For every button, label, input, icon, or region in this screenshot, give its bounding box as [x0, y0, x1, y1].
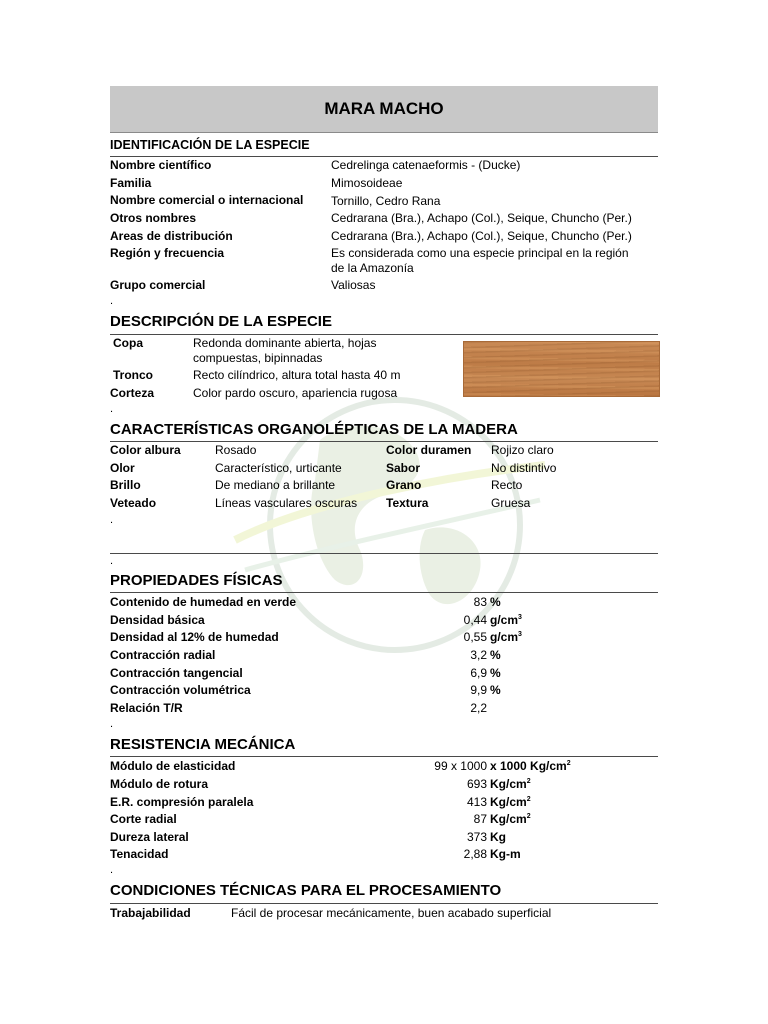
row-value: Cedrarana (Bra.), Achapo (Col.), Seique, Chuncho (Per.) [331, 211, 632, 225]
section-rule [110, 441, 658, 442]
row-unit: x 1000 Kg/cm [490, 759, 567, 773]
row-label: Grano [386, 478, 422, 492]
separator-dot: . [110, 864, 114, 876]
row-value: 2,2 [470, 701, 487, 715]
row-value: 3,2 [470, 648, 487, 662]
row-label: Nombre comercial o internacional [110, 193, 304, 207]
row-unit: % [490, 666, 501, 680]
row-label: Textura [386, 496, 429, 510]
row-label: Contracción volumétrica [110, 683, 251, 697]
unit-exponent: 2 [566, 760, 571, 767]
row-label: Olor [110, 461, 135, 475]
row-label: Región y frecuencia [110, 246, 225, 260]
section-heading-organolepticas: CARACTERÍSTICAS ORGANOLÉPTICAS DE LA MADERA [110, 421, 518, 438]
row-value: 413 [466, 795, 487, 809]
row-value: 0,44 [463, 613, 487, 627]
row-value-continued: compuestas, bipinnadas [193, 351, 323, 365]
row-label: Densidad al 12% de humedad [110, 630, 279, 644]
separator-dot: . [110, 718, 114, 730]
row-value: Rojizo claro [491, 443, 554, 457]
row-value: Recto cilíndrico, altura total hasta 40 m [193, 368, 401, 382]
row-label: Trabajabilidad [110, 906, 191, 920]
row-unit: g/cm [490, 630, 519, 644]
row-label: E.R. compresión paralela [110, 795, 254, 809]
row-label: Brillo [110, 478, 141, 492]
section-rule [110, 156, 658, 157]
row-label: Corte radial [110, 812, 177, 826]
unit-exponent: 2 [526, 813, 531, 820]
row-label: Relación T/R [110, 701, 183, 715]
row-value: Color pardo oscuro, apariencia rugosa [193, 386, 398, 400]
row-value: Rosado [215, 443, 257, 457]
row-value: Redonda dominante abierta, hojas [193, 336, 377, 350]
row-unit: Kg/cm [490, 777, 527, 791]
row-value: 373 [466, 830, 487, 844]
row-value: 0,55 [463, 630, 487, 644]
row-value: Mimosoideae [331, 176, 403, 190]
unit-exponent: 2 [526, 796, 531, 803]
section-heading-fisicas: PROPIEDADES FÍSICAS [110, 572, 283, 589]
row-value: Gruesa [491, 496, 531, 510]
row-label: Densidad básica [110, 613, 205, 627]
wood-sample-image [463, 341, 660, 397]
row-label: Contenido de humedad en verde [110, 595, 297, 609]
section-rule [110, 756, 658, 757]
row-unit: Kg/cm [490, 812, 527, 826]
row-label: Grupo comercial [110, 278, 206, 292]
row-value: 99 x 1000 [434, 759, 487, 773]
separator-dot: . [110, 555, 114, 567]
row-value: Líneas vasculares oscuras [215, 496, 358, 510]
row-label: Color duramen [386, 443, 472, 457]
row-value: 83 [473, 595, 487, 609]
row-label: Nombre científico [110, 158, 212, 172]
row-label: Contracción tangencial [110, 666, 243, 680]
section-rule [110, 592, 658, 593]
row-value: 87 [473, 812, 487, 826]
row-value: 693 [466, 777, 487, 791]
row-label: Veteado [110, 496, 157, 510]
row-unit: % [490, 595, 501, 609]
row-label: Familia [110, 176, 152, 190]
row-value: De mediano a brillante [215, 478, 336, 492]
row-value: Valiosas [331, 278, 376, 292]
row-label: Otros nombres [110, 211, 197, 225]
section-rule [110, 334, 658, 335]
row-unit: Kg/cm [490, 795, 527, 809]
row-unit: % [490, 648, 501, 662]
section-heading-mecanica: RESISTENCIA MECÁNICA [110, 736, 296, 753]
row-label: Contracción radial [110, 648, 216, 662]
row-unit: Kg-m [490, 847, 521, 861]
section-rule [110, 903, 658, 904]
section-heading-procesamiento: CONDICIONES TÉCNICAS PARA EL PROCESAMIENTO [110, 882, 502, 899]
row-unit: Kg [490, 830, 506, 844]
section-heading-identificacion: IDENTIFICACIÓN DE LA ESPECIE [110, 138, 310, 152]
row-value: Tornillo, Cedro Rana [331, 194, 441, 208]
row-label: Corteza [110, 386, 155, 400]
row-label: Tenacidad [110, 847, 169, 861]
row-value: 9,9 [470, 683, 487, 697]
row-value: Cedrelinga catenaeformis - (Ducke) [331, 158, 521, 172]
row-label: Tronco [113, 368, 154, 382]
row-value: Es considerada como una especie principal en la región [331, 246, 629, 260]
row-value: No distintivo [491, 461, 557, 475]
separator-dot: . [110, 403, 114, 415]
separator-dot: . [110, 295, 114, 307]
row-value: Recto [491, 478, 523, 492]
row-label: Dureza lateral [110, 830, 189, 844]
row-value: 6,9 [470, 666, 487, 680]
row-value: Cedrarana (Bra.), Achapo (Col.), Seique, Chuncho (Per.) [331, 229, 632, 243]
row-label: Areas de distribución [110, 229, 233, 243]
row-label: Copa [113, 336, 143, 350]
page-title: MARA MACHO [110, 86, 658, 133]
row-value: Fácil de procesar mecánicamente, buen acabado superficial [231, 906, 552, 920]
row-value: 2,88 [463, 847, 487, 861]
row-label: Sabor [386, 461, 421, 475]
row-label: Módulo de elasticidad [110, 759, 236, 773]
row-unit: g/cm [490, 613, 519, 627]
row-unit: % [490, 683, 501, 697]
row-value: Característico, urticante [215, 461, 342, 475]
unit-exponent: 3 [518, 631, 522, 638]
unit-exponent: 3 [518, 614, 522, 621]
row-value-continued: de la Amazonía [331, 261, 414, 275]
section-heading-descripcion: DESCRIPCIÓN DE LA ESPECIE [110, 313, 332, 330]
row-label: Módulo de rotura [110, 777, 208, 791]
separator-dot: . [110, 514, 114, 526]
unit-exponent: 2 [526, 778, 531, 785]
section-rule [110, 553, 658, 554]
row-label: Color albura [110, 443, 181, 457]
